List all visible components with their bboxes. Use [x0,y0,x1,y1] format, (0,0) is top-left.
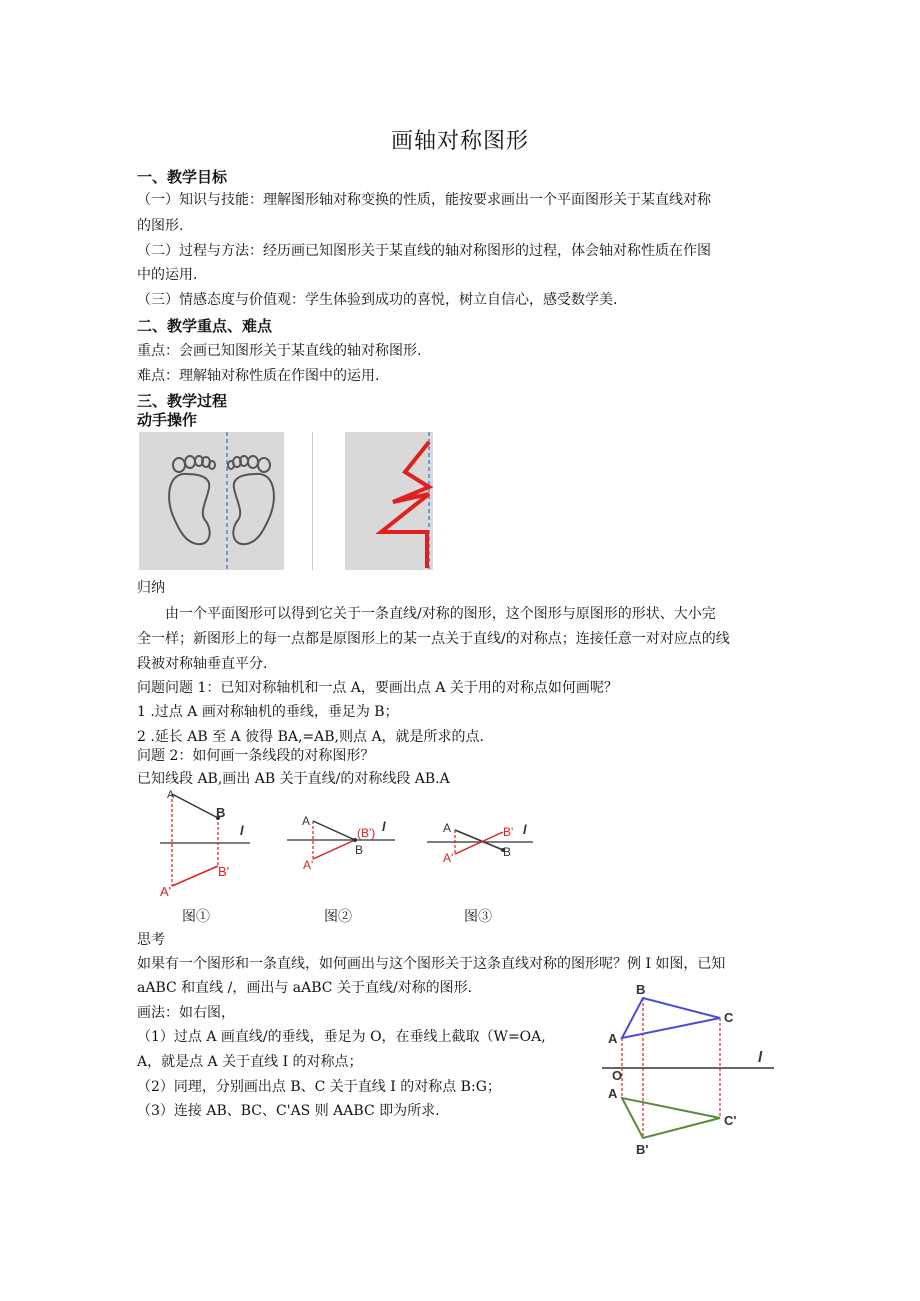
segment-ApBp [455,832,503,854]
summary-line-1: 由一个平面图形可以得到它关于一条直线/对称的图形，这个图形与原图形的形状、大小完 [165,606,716,622]
goal-2-line-1: （二）过程与方法：经历画已知图形关于某直线的轴对称图形的过程，体会轴对称性质在作图 [137,243,711,259]
segment-ApBp [172,866,218,886]
difficult-point: 难点：理解轴对称性质在作图中的运用. [137,368,380,384]
label-Cp: C' [724,1113,737,1128]
question-2: 问题 2：如何画一条线段的对称图形？ [137,748,375,764]
summary-label: 归纳 [137,580,165,596]
figure-3 [425,810,537,870]
label-B: B [503,845,512,859]
label-B: B [216,805,226,820]
segment-AB [172,794,218,818]
figure-3-caption: 图③ [464,909,492,925]
method-step-1b: A，就是点 A 关于直线 I 的对称点； [137,1054,363,1070]
label-Ap: A [608,1086,618,1101]
label-l: l [240,823,244,838]
method-step-1a: （1）过点 A 画直线/的垂线，垂足为 O，在垂线上截取（W=OA, [137,1029,546,1045]
label-C: C [724,1010,734,1025]
label-B: B [355,843,364,857]
label-l: l [382,819,386,834]
label-Ap: A' [303,858,314,872]
footprints-figure [139,432,284,570]
goal-3: （三）情感态度与价值观：学生体验到成功的喜悦，树立自信心，感受数学美. [137,292,618,308]
image-divider [312,432,313,570]
label-Bp: B' [503,825,514,839]
zigzag-figure [345,432,433,570]
triangle-reflection-figure [598,980,778,1160]
label-O: O [612,1068,623,1083]
key-point: 重点：会画已知图形关于某直线的轴对称图形. [137,343,422,359]
method-step-3: （3）连接 AB、BC、C'AS 则 AABC 即为所求. [137,1103,440,1119]
goal-1-line-2: 的图形. [137,218,184,234]
step-2: 2 .延长 AB 至 A 彼得 BA,=AB,则点 A，就是所求的点. [137,729,485,745]
think-line-1: 如果有一个图形和一条直线，如何画出与这个图形关于这条直线对称的图形呢？例 I 如图，已知 [137,956,726,972]
goal-1-line-1: （一）知识与技能：理解图形轴对称变换的性质，能按要求画出一个平面图形关于某直线对称 [137,192,711,208]
page-title: 画轴对称图形 [390,129,529,154]
label-Ap: A' [160,884,172,899]
label-A: A [608,1031,618,1046]
think-label: 思考 [137,932,165,948]
question-1: 问题问题 1：已知对称轴机和一点 A，要画出点 A 关于用的对称点如何画呢？ [137,680,618,696]
label-A: A [443,821,452,835]
hands-on-subheading: 动手操作 [137,411,198,429]
step-1: 1 .过点 A 画对称轴机的垂线，垂足为 B； [137,704,399,720]
label-A: A [302,814,311,828]
triangle-ApBpCp [622,1098,720,1138]
summary-line-3: 段被对称轴垂直平分. [137,656,268,672]
figure-1-caption: 图① [182,909,210,925]
label-l: l [758,1049,763,1066]
section-heading-focus: 二、教学重点、难点 [137,317,273,335]
figure-2 [285,805,400,875]
segment-ApB [313,840,355,859]
label-Ap: A' [443,851,454,865]
segment-AB [313,821,355,840]
label-B: B [636,982,646,997]
goal-2-line-2: 中的运用. [137,267,198,283]
think-line-2: aABC 和直线 /，画出与 aABC 关于直线/对称的图形. [137,980,473,996]
question-2-detail: 已知线段 AB,画出 AB 关于直线/的对称线段 AB.A [137,771,450,787]
section-heading-goals: 一、教学目标 [137,168,228,186]
label-Bparen: (B') [357,826,376,840]
figure-2-caption: 图② [324,909,352,925]
method-step-2: （2）同理，分别画出点 B、C 关于直线 I 的对称点 B:G； [137,1079,501,1095]
section-heading-process: 三、教学过程 [137,392,228,410]
method-intro: 画法：如右图， [137,1005,235,1021]
triangle-ABC [622,998,720,1038]
segment-AB [455,830,503,850]
footprint-panel [139,432,284,570]
label-A-top: A [167,790,175,801]
label-l: l [523,822,527,837]
label-Bp: B' [636,1142,649,1157]
summary-line-2: 全一样；新图形上的每一点都是原图形上的某一点关于直线/的对称点；连接任意一对对应点的线 [137,631,730,647]
figure-1 [150,790,260,900]
label-Bp: B' [218,864,230,879]
